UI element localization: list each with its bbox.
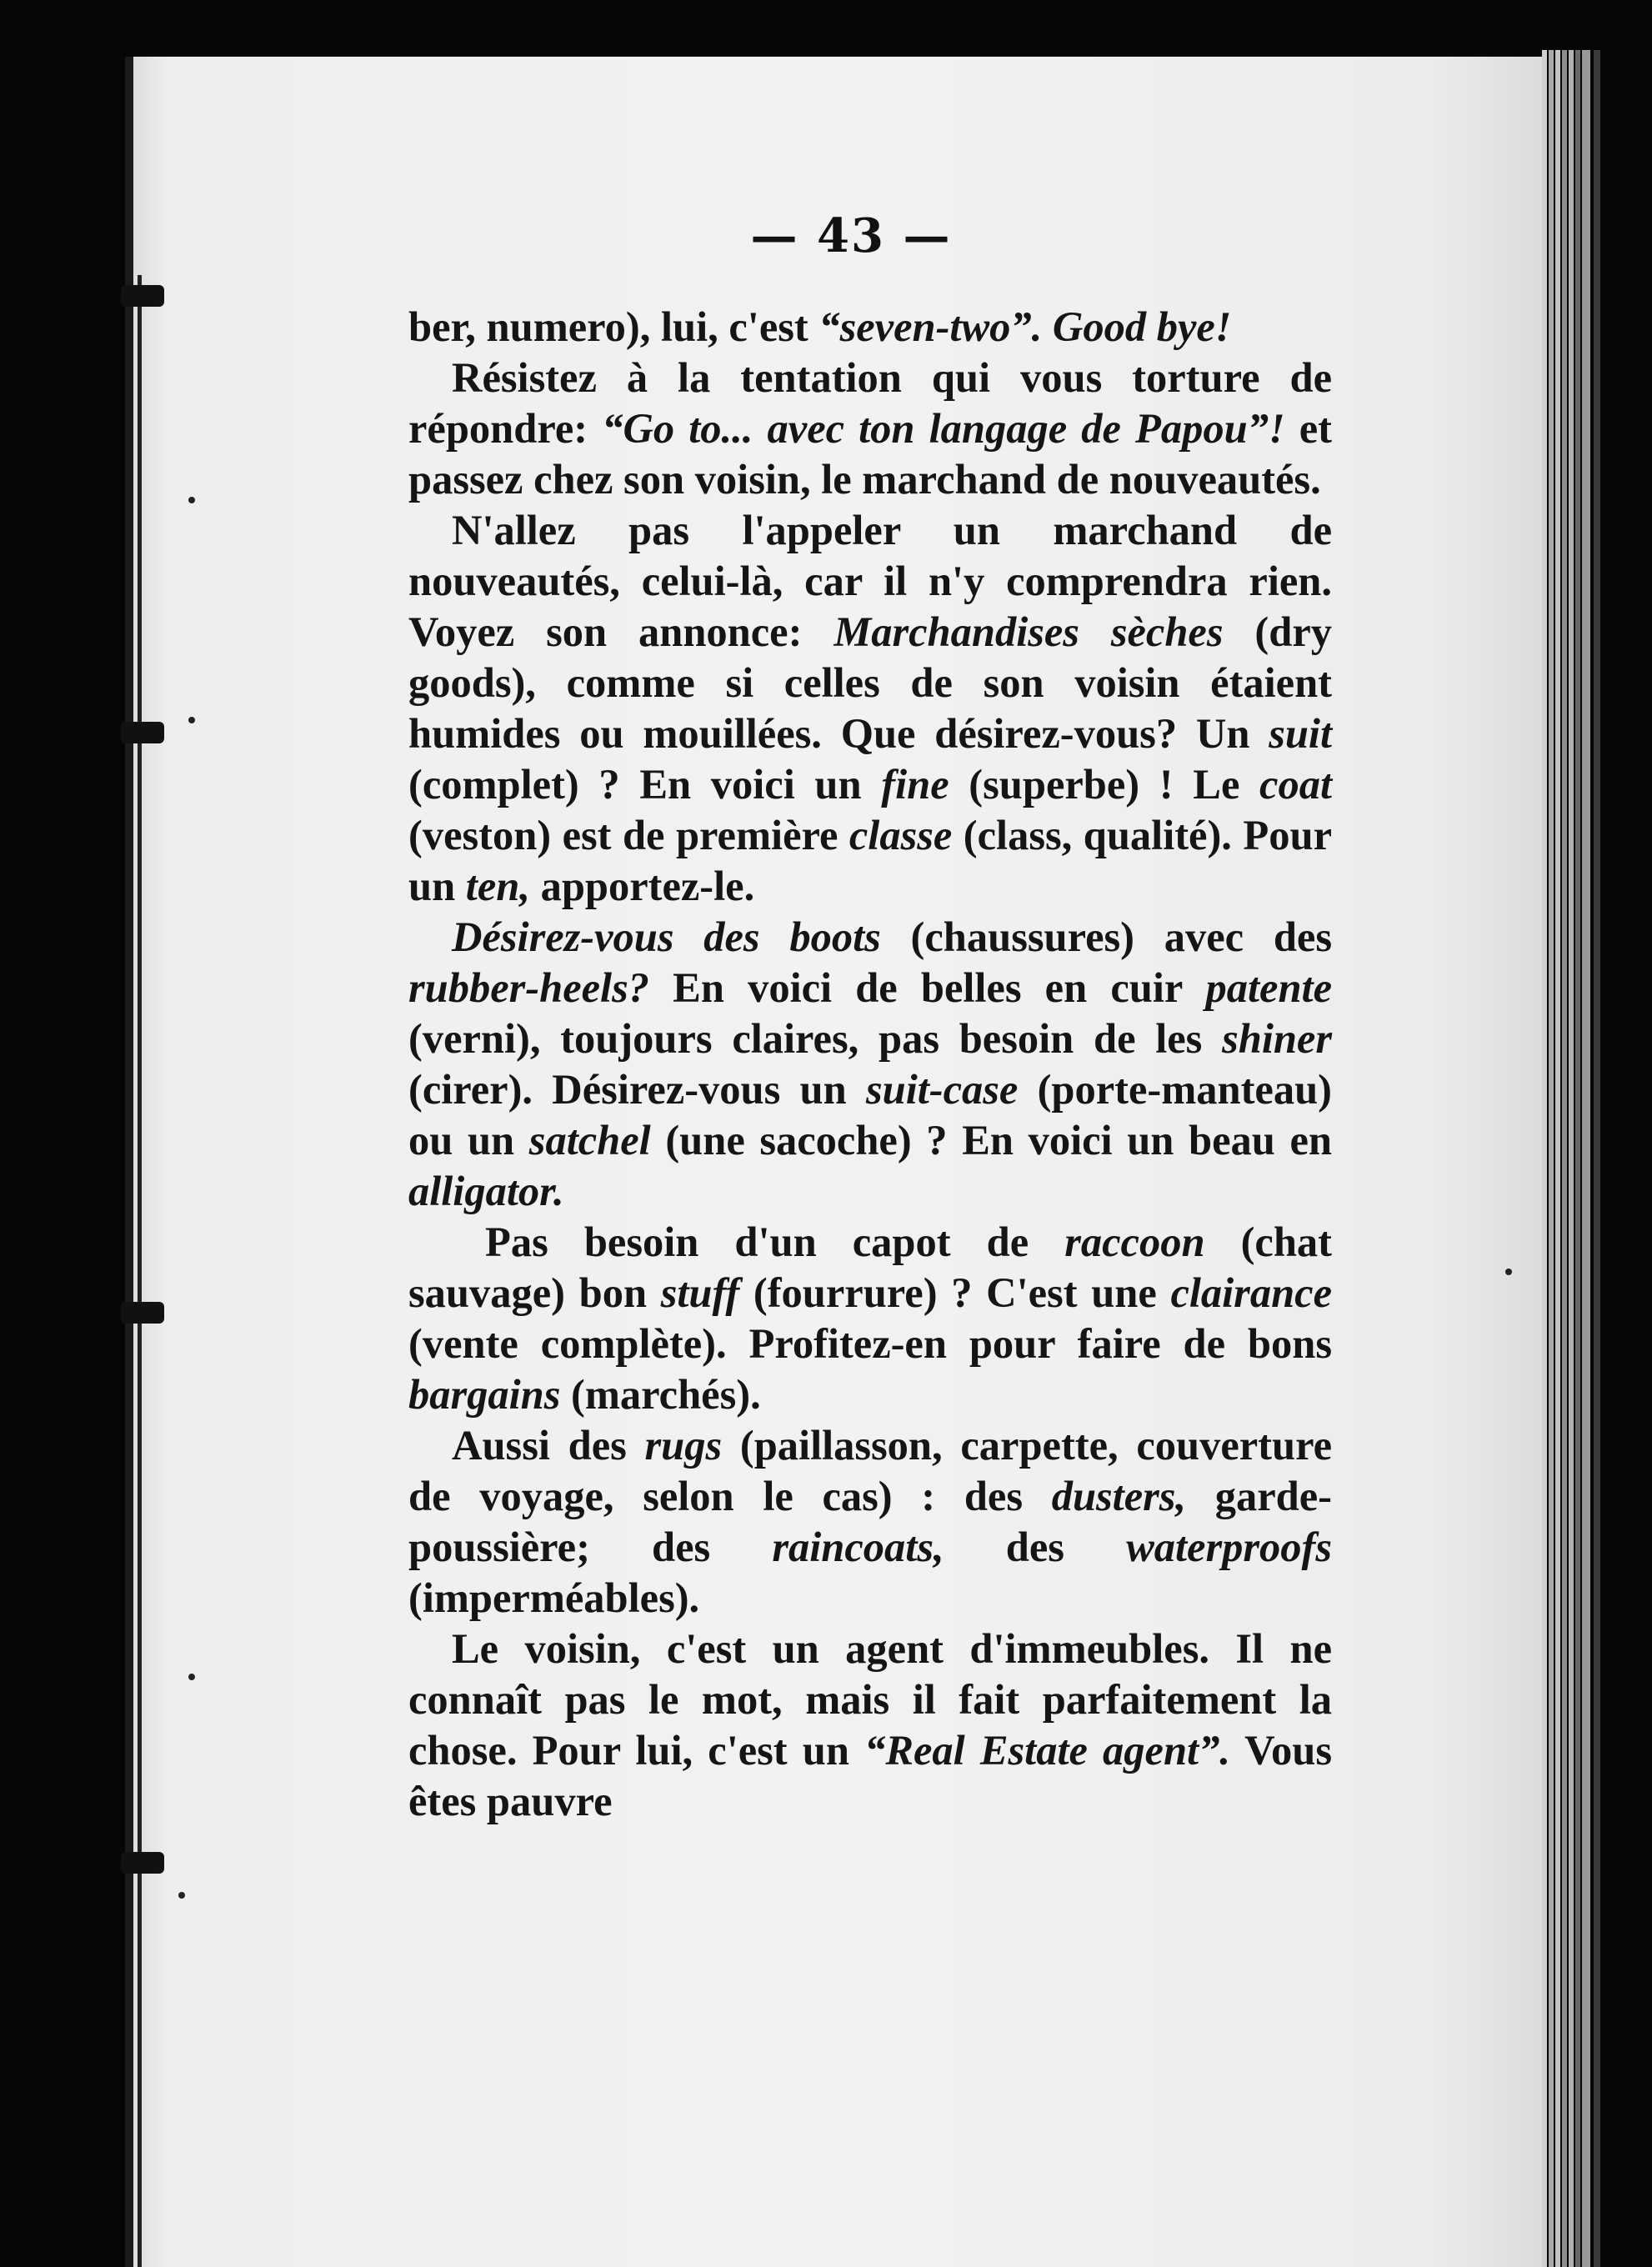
italic-run: Désirez-vous des boots — [452, 913, 881, 960]
paragraph — [408, 353, 1332, 505]
text-run: (marchés). — [560, 1371, 761, 1418]
italic-run: dusters, — [1051, 1473, 1187, 1519]
text-run: (une sacoche) ? En voici un beau en — [650, 1117, 1333, 1164]
text-run: (superbe) ! Le — [949, 761, 1260, 808]
text-run: (veston) est de première — [408, 812, 849, 858]
page-number: — 43 — — [750, 208, 952, 263]
paragraph — [408, 1420, 1332, 1624]
text-run: (porte-manteau) ou un — [408, 1066, 1332, 1164]
paragraph — [408, 302, 1332, 353]
text-run: garde-poussière; des — [408, 1473, 1332, 1570]
text-run: Aussi des — [452, 1422, 645, 1469]
italic-run: suit — [1269, 710, 1332, 757]
text-run: (chaussures) avec des — [880, 913, 1332, 960]
italic-run: “Go to... avec ton langage de Papou”! — [602, 405, 1285, 452]
italic-run: “Real Estate agent”. — [864, 1727, 1230, 1774]
paper-speck — [1505, 1269, 1512, 1275]
text-run: Résistez à la tentation qui vous torture de répondre: — [408, 354, 1332, 452]
italic-run: stuff — [660, 1269, 740, 1316]
italic-run: fine — [881, 761, 949, 808]
text-run: et passez chez son voisin, le marchand de nouveautés. — [408, 405, 1333, 503]
text-run: Pas besoin d'un capot de — [485, 1219, 1065, 1265]
paragraph — [408, 1217, 1332, 1420]
text-run: (dry goods), comme si celles de son voisin étaient humides ou mouillées. Que désirez-vous? Un — [408, 608, 1332, 757]
page-edge — [1555, 50, 1560, 2267]
text-run: des — [944, 1524, 1127, 1570]
page-edge — [1562, 50, 1567, 2267]
page-edge — [1549, 50, 1554, 2267]
binding-stitch — [121, 722, 164, 743]
italic-run: patente — [1205, 964, 1332, 1011]
paper-speck — [188, 717, 195, 723]
binding-stitch — [121, 1852, 164, 1874]
text-run: (cirer). Désirez-vous un — [408, 1066, 866, 1113]
text-run: En voici de belles en cuir — [648, 964, 1206, 1011]
paragraph — [408, 505, 1332, 912]
text-run: apportez-le. — [529, 863, 755, 909]
binding-gutter — [125, 57, 133, 2267]
paper-speck — [188, 497, 195, 503]
italic-run: waterproofs — [1126, 1524, 1332, 1570]
text-run: (imperméables). — [408, 1574, 700, 1621]
page-edge — [1569, 50, 1574, 2267]
italic-run: “seven-two”. Good bye! — [818, 303, 1232, 350]
page-edge — [1575, 50, 1580, 2267]
text-run: (fourrure) ? C'est une — [739, 1269, 1171, 1316]
italic-run: rubber-heels? — [408, 964, 649, 1011]
italic-run: Marchandises sèches — [834, 608, 1224, 655]
binding-stitch — [121, 285, 164, 307]
page-edge — [1582, 50, 1590, 2267]
italic-run: raccoon — [1064, 1219, 1205, 1265]
italic-run: suit-case — [865, 1066, 1019, 1113]
italic-run: clairance — [1170, 1269, 1332, 1316]
italic-run: bargains — [408, 1371, 561, 1418]
text-run: ber, numero), lui, c'est — [408, 303, 819, 350]
page-edge — [1542, 50, 1547, 2267]
paragraph — [408, 912, 1332, 1217]
text-run: (chat sauvage) bon — [408, 1219, 1332, 1316]
text-run: Le voisin, c'est un agent d'immeubles. Il ne connaît pas le mot, mais il fait parfaitement la chose. Pour lui, c'est un — [408, 1625, 1332, 1774]
italic-run: rugs — [644, 1422, 723, 1469]
text-run: Vous êtes pauvre — [408, 1727, 1332, 1824]
text-run: (complet) ? En voici un — [408, 761, 882, 808]
italic-run: ten, — [465, 863, 530, 909]
italic-run: coat — [1259, 761, 1332, 808]
binding-stitch — [121, 1302, 164, 1324]
text-run: (class, qualité). Pour un — [408, 812, 1332, 909]
page-edge — [1594, 50, 1600, 2267]
italic-run: raincoats, — [772, 1524, 944, 1570]
paper-speck — [178, 1892, 185, 1899]
italic-run: alligator. — [408, 1168, 564, 1214]
text-run: (vente complète). Profitez-en pour faire de bons — [408, 1320, 1332, 1367]
italic-run: shiner — [1222, 1015, 1332, 1062]
text-run: (paillasson, carpette, couverture de voyage, selon le cas) : des — [408, 1422, 1332, 1519]
text-run: N'allez pas l'appeler un marchand de nouveautés, celui-là, car il n'y comprendra rien. Voyez son annonce: — [408, 507, 1332, 655]
paper-speck — [188, 1674, 195, 1680]
italic-run: satchel — [528, 1117, 651, 1164]
italic-run: classe — [849, 812, 953, 858]
text-run: (verni), toujours claires, pas besoin de les — [408, 1015, 1223, 1062]
binding-line — [138, 275, 142, 2267]
paragraph — [408, 1624, 1332, 1827]
body-text — [408, 302, 1332, 1827]
